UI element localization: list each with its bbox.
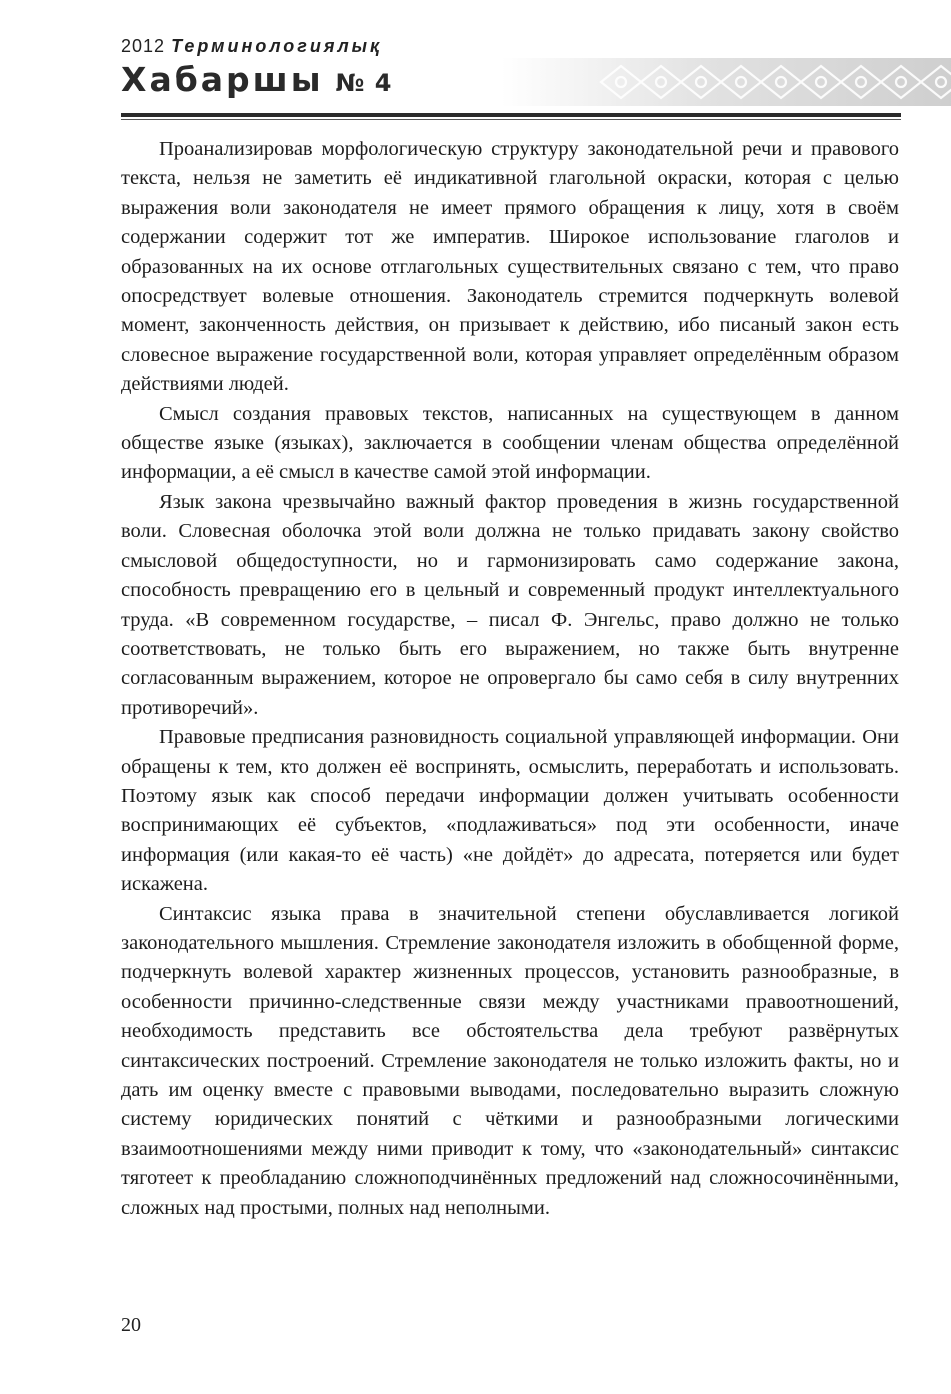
running-header <box>121 30 901 125</box>
journal-title-line2 <box>121 60 392 99</box>
issue-number: № 4 <box>335 69 393 97</box>
ornament-pattern-icon <box>591 58 951 106</box>
paragraph: Проанализировав морфологическую структуру законодательной речи и правового текста, нельзя не заметить её индикативной глагольной окраски, которая с целью выражения воли законодателя не имеет прямого обращения к лицу, хотя в своём содержании содержит тот же императив. Широкое использование глаголов и образованных на их основе отглагольных существительных связано с тем, что право опосредствует волевые отношения. Законодатель стремится подчеркнуть волевой момент, законченность действия, он призывает к действию, ибо писаный закон есть словесное выражение государственной воли, которая управляет определённым образом действиями людей. <box>121 138 899 396</box>
journal-year: 2012 <box>121 36 166 56</box>
paragraph: Смысл создания правовых текстов, написанных на существующем в данном обществе языке (языках), заключается в сообщении членам общества определённой информации, а её смысл в качестве самой этой информации. <box>121 402 899 484</box>
header-rule-thick <box>121 113 901 117</box>
journal-name-part2: Хабаршы <box>121 60 324 99</box>
page-number: 20 <box>121 1314 141 1336</box>
paragraph: Синтаксис языка права в значительной степени обуславливается логикой законодательного мышления. Стремление законодателя изложить в обобщенной форме, подчеркнуть волевой характер жизненных процессов, установить разнообразные, в особенности причинно-следственные связи между участниками правоотношений, необходимость представить все обстоятельства дела требуют развёрнутых синтаксических построений. Стремление законодателя не только изложить факты, но и дать им оценку вместе с правовыми выводами, последовательно выразить сложную систему юридических понятий с чёткими и разнообразными логическими взаимоотношениями между ними приводит к тому, что «законодательный» синтаксис тяготеет к преобладанию сложноподчинённых предложений над сложносочинёнными, сложных над простыми, полных над неполными. <box>121 902 899 1219</box>
header-rule-thin <box>121 119 901 120</box>
article-body <box>121 135 899 1223</box>
paragraph: Язык закона чрезвычайно важный фактор проведения в жизнь государственной воли. Словесная оболочка этой воли должна не только придавать закону свойство смысловой общедоступности, но и гармонизировать само содержание закона, способность превращению его в цельный и современный продукт интеллектуального труда. «В современном государстве, – писал Ф. Энгельс, право должно не только соответствовать, не только быть его выражением, но также быть внутренне согласованным выражением, которое не опровергало бы само себя в силу внутренних противоречий». <box>121 490 899 719</box>
journal-name-part1: Терминологиялық <box>171 36 383 56</box>
header-ornament <box>501 58 951 106</box>
journal-title-line1 <box>121 36 382 57</box>
paragraph: Правовые предписания разновидность социальной управляющей информации. Они обращены к тем, кто должен её воспринять, осмыслить, переработать и использовать. Поэтому язык как способ передачи информации должен учитывать особенности воспринимающих её субъектов, «подлаживаться» под эти особенности, иначе информация (или какая-то её часть) «не дойдёт» до адресата, потеряется или будет искажена. <box>121 726 899 896</box>
